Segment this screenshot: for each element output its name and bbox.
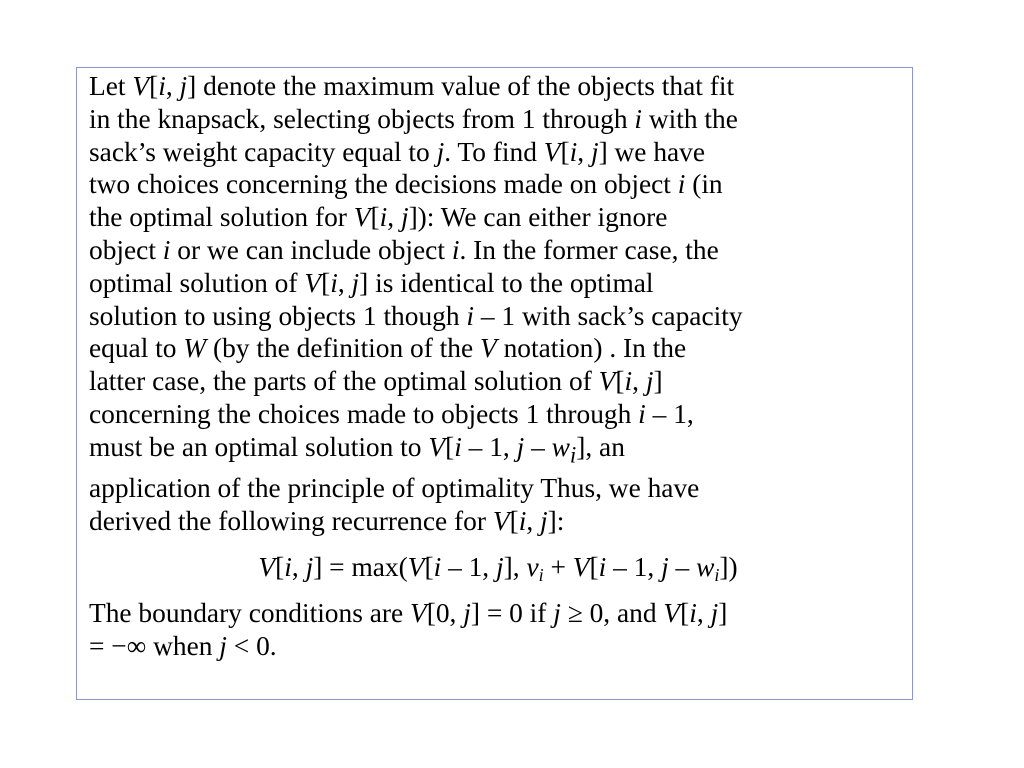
paragraph-line: latter case, the parts of the optimal solution of V[i, j] bbox=[89, 366, 663, 397]
paragraph-line: derived the following recurrence for V[i, j]: bbox=[89, 505, 565, 536]
recurrence-formula: V[i, j] = max(V[i – 1, j], $v_i + V[i - 1$, j – $w_i$]) bbox=[258, 551, 738, 585]
paragraph-line: in the knapsack, selecting objects from 1 through i with the bbox=[89, 103, 738, 134]
paragraph-line: solution to using objects 1 though i – 1 with sack’s capacity bbox=[89, 300, 743, 331]
paragraph-line: must be an optimal solution to V[i – 1, j – $w_i$], an bbox=[89, 431, 625, 468]
paragraph-line: application of the principle of optimality Thus, we have bbox=[89, 473, 700, 504]
paragraph-line: two choices concerning the decisions made on object i (in bbox=[89, 169, 723, 200]
paragraph-line: object i or we can include object i. In the former case, the bbox=[89, 234, 719, 265]
paragraph-line: equal to W (by the definition of the V notation) . In the bbox=[89, 333, 687, 364]
text-box bbox=[76, 67, 913, 700]
boundary-line: = −∞ when j < 0. bbox=[89, 631, 277, 662]
paragraph-line: Let V[i, j] denote the maximum value of the objects that fit bbox=[89, 71, 735, 101]
paragraph-line: optimal solution of V[i, j] is identical to the optimal bbox=[89, 267, 654, 298]
text-content bbox=[89, 70, 907, 663]
paragraph-line: the optimal solution for V[i, j]): We can either ignore bbox=[89, 202, 668, 233]
paragraph-line: concerning the choices made to objects 1 through i – 1, bbox=[89, 398, 694, 429]
boundary-line: The boundary conditions are V[0, j] = 0 if j ≥ 0, and V[i, j] bbox=[89, 598, 728, 629]
paragraph-line: sack’s weight capacity equal to j. To find V[i, j] we have bbox=[89, 136, 706, 167]
boundary-paragraph bbox=[89, 597, 907, 663]
definition-paragraph bbox=[89, 70, 907, 538]
